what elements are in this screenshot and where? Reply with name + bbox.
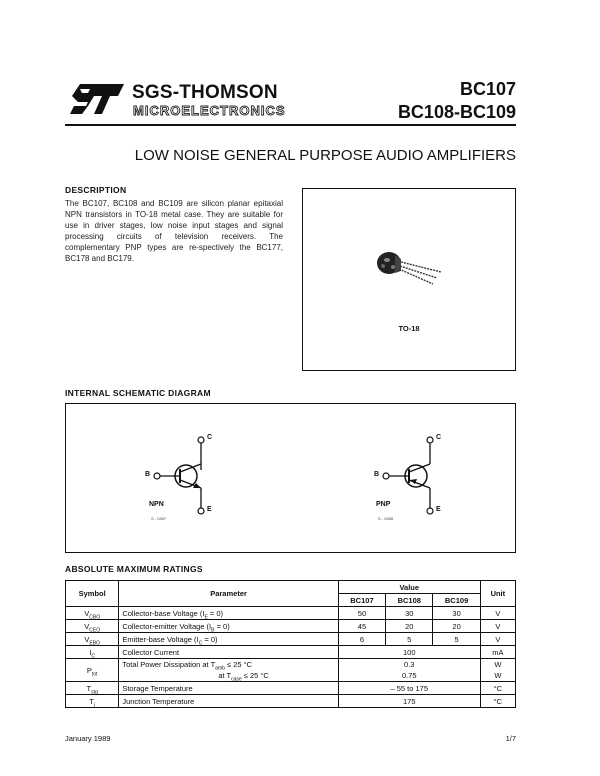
symbol-cell: $T_{stg}$ (66, 682, 119, 695)
unit-cell: °C (480, 682, 515, 695)
part-number-line1: BC107 (459, 79, 516, 99)
table-row (66, 682, 516, 695)
unit-cell: mA (480, 646, 515, 659)
unit-cell: °C (480, 695, 515, 708)
unit-cell: V (480, 633, 515, 646)
parameter-cell: Emitter-base Voltage $(I_C = 0)$ (119, 633, 338, 646)
table-row (66, 607, 516, 620)
footer-date: January 1989 (65, 734, 111, 743)
table-header-row (66, 581, 516, 594)
value-cell: 5 (386, 633, 433, 646)
symbol-cell: $T_j$ (66, 695, 119, 708)
parameter-cell: Total Power Dissipation at $T_{amb} \le 25$ °C at $T_{case} \le 25$ °C (119, 659, 338, 682)
value-cell: 45 (338, 620, 385, 633)
value-cell: 0.3 0.75 (338, 659, 480, 682)
header-rule (65, 124, 516, 126)
npn-code: S - 0457 (151, 516, 167, 521)
to18-package-image (375, 245, 445, 291)
parameter-cell: Collector-emitter Voltage $(I_B = 0)$ (119, 620, 338, 633)
table-row (66, 695, 516, 708)
ratings-heading: ABSOLUTE MAXIMUM RATINGS (65, 564, 203, 574)
col-unit: Unit (480, 581, 515, 607)
col-bc109: BC109 (433, 594, 480, 607)
symbol-cell: $P_{tot}$ (66, 659, 119, 682)
value-cell: 50 (338, 607, 385, 620)
table-row (66, 620, 516, 633)
pnp-base-label: B (374, 471, 380, 478)
parameter-cell: Storage Temperature (119, 682, 338, 695)
pnp-code: S - 0458 (378, 516, 394, 521)
unit-cell: V (480, 620, 515, 633)
parameter-cell: Collector Current (119, 646, 338, 659)
pnp-transistor (362, 426, 462, 536)
pnp-collector-label: C (436, 434, 442, 441)
pnp-label: PNP (376, 501, 391, 508)
value-cell: 30 (386, 607, 433, 620)
unit-cell: V (480, 607, 515, 620)
npn-base-label: B (145, 471, 151, 478)
value-cell: 6 (338, 633, 385, 646)
schematic-heading: INTERNAL SCHEMATIC DIAGRAM (65, 388, 211, 398)
table-row (66, 646, 516, 659)
npn-collector-label: C (207, 434, 213, 441)
value-cell: 20 (386, 620, 433, 633)
col-bc108: BC108 (386, 594, 433, 607)
col-value: Value (338, 581, 480, 594)
symbol-cell: $I_C$ (66, 646, 119, 659)
col-bc107: BC107 (338, 594, 385, 607)
description-text: The BC107, BC108 and BC109 are silicon planar epitaxial NPN transistors in TO-18 metal case. They are suitable for use in driver stages, low noise input stages and signal processing circuits of television receivers. The complementary PNP types are re-spectively the BC177, BC178 and BC179. (65, 199, 283, 263)
value-cell: – 55 to 175 (338, 682, 480, 695)
pnp-symbol (362, 426, 462, 536)
table-row (66, 633, 516, 646)
symbol-cell: $V_{CEO}$ (66, 620, 119, 633)
st-logo (70, 82, 124, 116)
description-heading: DESCRIPTION (65, 185, 127, 195)
package-box (302, 188, 516, 371)
package-label: TO-18 (398, 324, 420, 333)
unit-cell: W W (480, 659, 515, 682)
value-cell: 30 (433, 607, 480, 620)
footer-page-number: 1/7 (505, 734, 516, 743)
brand-subtitle: MICROELECTRONICS (133, 103, 286, 118)
value-cell: 20 (433, 620, 480, 633)
col-symbol: Symbol (66, 581, 119, 607)
parameter-cell: Collector-base Voltage $(I_E = 0)$ (119, 607, 338, 620)
part-number-line2: BC108-BC109 (397, 102, 516, 122)
parameter-cell: Junction Temperature (119, 695, 338, 708)
schematic-box (65, 403, 516, 553)
value-cell: 100 (338, 646, 480, 659)
symbol-cell: $V_{EBO}$ (66, 633, 119, 646)
value-cell: 175 (338, 695, 480, 708)
value-cell: 5 (433, 633, 480, 646)
ratings-table (65, 580, 516, 708)
pnp-emitter-label: E (436, 506, 441, 513)
col-parameter: Parameter (119, 581, 338, 607)
symbol-cell: $V_{CBO}$ (66, 607, 119, 620)
npn-transistor (141, 426, 241, 536)
document-title: LOW NOISE GENERAL PURPOSE AUDIO AMPLIFIERS (134, 147, 516, 164)
npn-emitter-label: E (207, 506, 212, 513)
table-row (66, 659, 516, 682)
brand-name: SGS-THOMSON (132, 82, 278, 103)
npn-label: NPN (149, 501, 164, 508)
